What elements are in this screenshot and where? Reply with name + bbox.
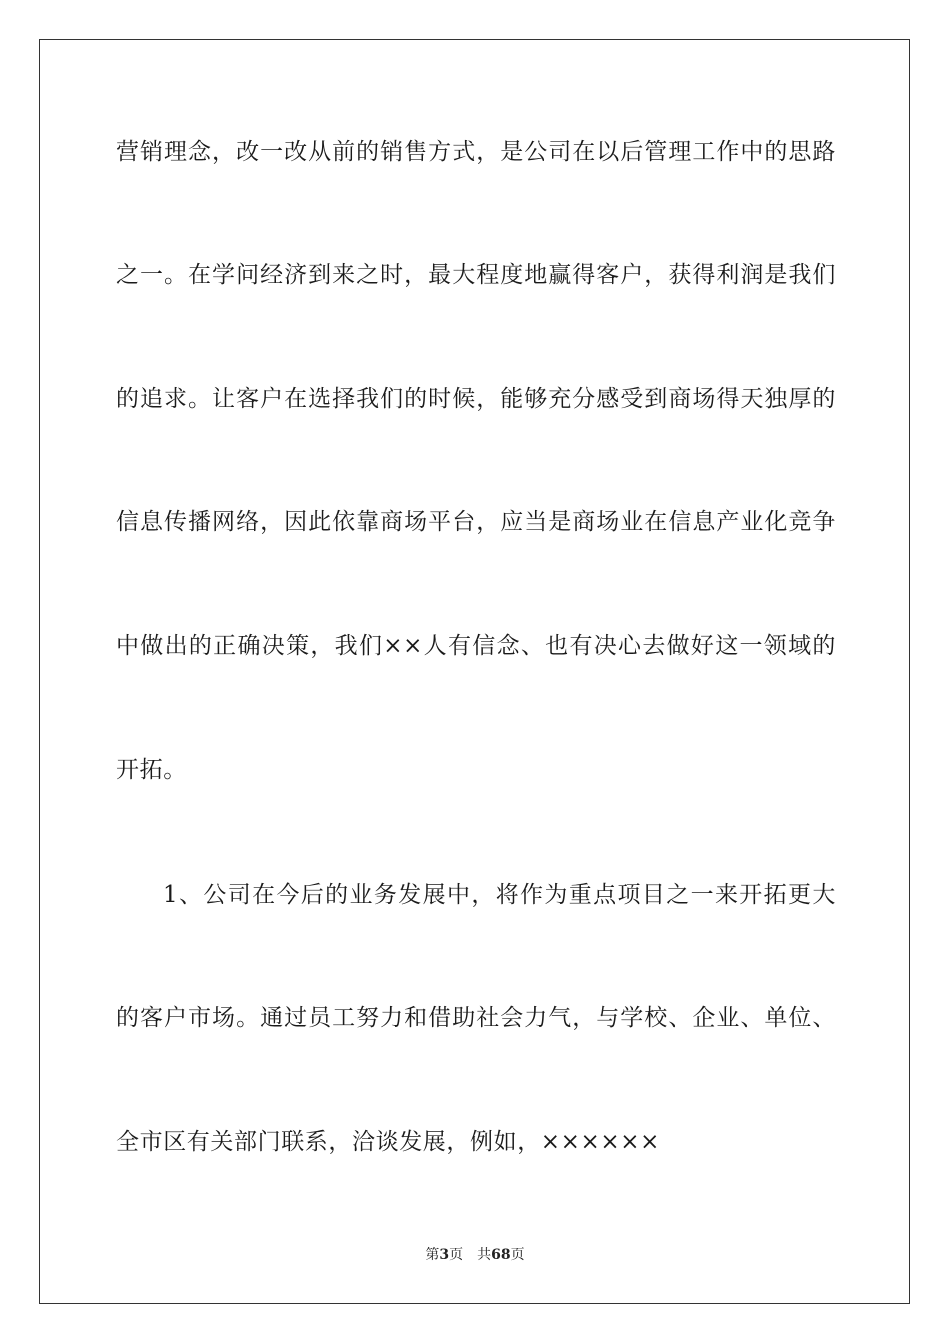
paragraph-line: 开拓。 — [116, 757, 187, 783]
paragraph-line: 营销理念，改一改从前的销售方式，是公司在以后管理工作中的思路 — [116, 139, 836, 165]
page-border — [39, 39, 910, 1304]
paragraph-line: 中做出的正确决策，我们××人有信念、也有决心去做好这一领域的 — [116, 633, 836, 659]
footer-page-prefix: 第 — [425, 1247, 440, 1263]
page-footer — [0, 1246, 950, 1264]
paragraph-line: 的追求。让客户在选择我们的时候，能够充分感受到商场得天独厚的 — [116, 386, 836, 412]
footer-page-number: 3 — [439, 1247, 450, 1263]
paragraph-line: 的客户市场。通过员工努力和借助社会力气，与学校、企业、单位、 — [116, 1005, 836, 1031]
footer-page-suffix: 页 — [449, 1247, 464, 1263]
footer-total-pages: 68 — [491, 1247, 511, 1263]
paragraph-line: 信息传播网络，因此依靠商场平台，应当是商场业在信息产业化竞争 — [116, 509, 836, 535]
paragraph-line: 1、公司在今后的业务发展中，将作为重点项目之一来开拓更大 — [163, 882, 836, 908]
paragraph-line: 之一。在学问经济到来之时，最大程度地赢得客户，获得利润是我们 — [116, 262, 836, 288]
footer-total-suffix: 页 — [510, 1247, 525, 1263]
paragraph-line: 全市区有关部门联系，洽谈发展，例如，×××××× — [116, 1129, 661, 1155]
footer-total-prefix: 共 — [477, 1247, 492, 1263]
